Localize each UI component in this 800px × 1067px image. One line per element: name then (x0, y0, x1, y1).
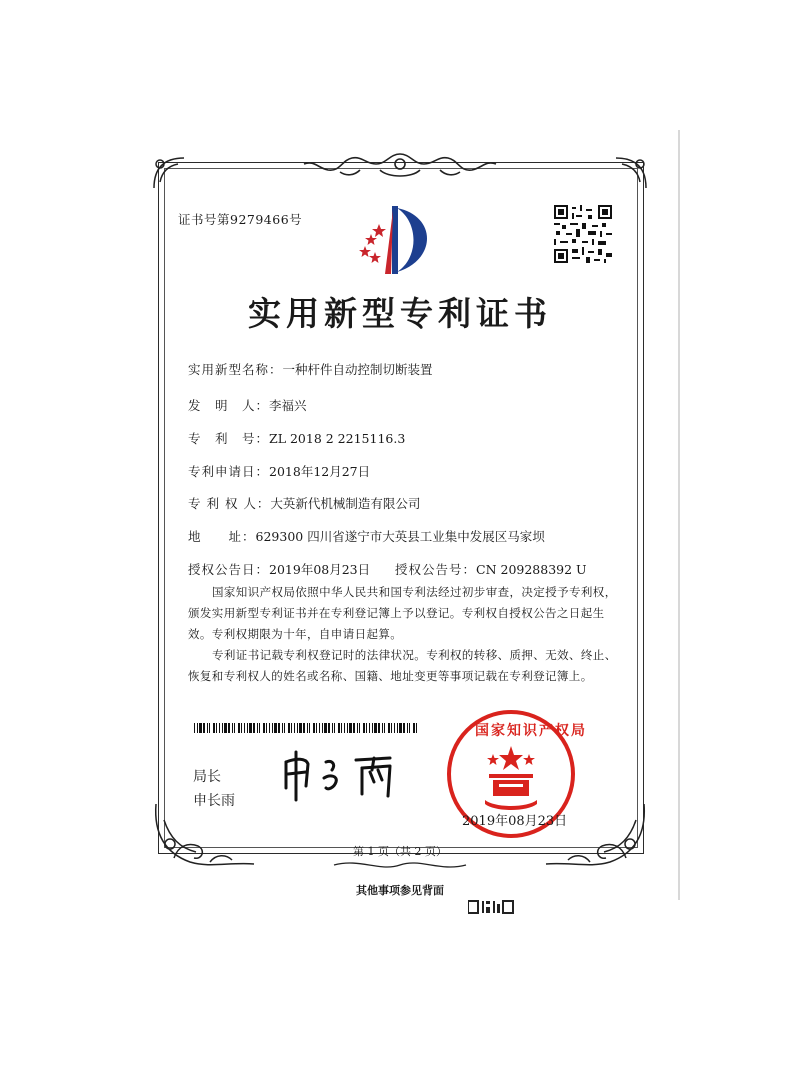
barcode-bar (249, 723, 252, 733)
barcode-bar (388, 723, 390, 733)
certificate-number: 证书号第9279466号 (178, 212, 303, 227)
barcode-bar (384, 723, 385, 733)
barcode-bar (357, 723, 358, 733)
corner-ornament-top-right-icon (614, 154, 650, 190)
corner-ornament-top-left-icon (150, 154, 186, 190)
barcode-bar (282, 723, 283, 733)
field-address (188, 527, 545, 545)
field-label: 实用新型名称： (188, 362, 283, 377)
barcode-bar (409, 723, 410, 733)
barcode-bar (332, 723, 333, 733)
field-value: 大英新代机械制造有限公司 (270, 496, 421, 511)
page-edge-shadow (678, 130, 680, 900)
document-title: 实用新型专利证书 (248, 294, 552, 333)
field-value: 2018年12月27日 (269, 464, 371, 479)
seal-text: 国家知识产权局 (475, 723, 587, 739)
signatory-title: 局长 (193, 769, 221, 785)
barcode-bar (194, 723, 195, 733)
barcode-bar (303, 723, 305, 733)
barcode-bar (319, 723, 320, 733)
barcode-bar (291, 723, 292, 733)
field-value: 一种杆件自动控制切断装置 (282, 362, 433, 377)
legal-status-paragraph: 专利证书记载专利权登记时的法律状况。专利权的转移、质押、无效、终止、恢复和专利权人的姓名或名称、国籍、地址变更等事项记载在专利登记簿上。 (188, 648, 617, 683)
barcode-icon (194, 723, 420, 733)
field-label: 发 明 人： (188, 398, 270, 413)
field-value: 629300 四川省遂宁市大英县工业集中发展区马家坝 (255, 529, 545, 544)
field-label: 地 址： (188, 529, 256, 544)
barcode-bar (269, 723, 270, 733)
barcode-bar (272, 723, 273, 733)
barcode-bar (288, 723, 290, 733)
barcode-bar (347, 723, 348, 733)
barcode-bar (372, 723, 373, 733)
barcode-bar (394, 723, 395, 733)
barcode-bar (366, 723, 367, 733)
barcode-bar (334, 723, 335, 733)
barcode-bar (324, 723, 327, 733)
field-value: 李福兴 (269, 398, 307, 413)
qr-code-icon (554, 205, 612, 263)
field-label: 专 利 号： (188, 431, 270, 446)
barcode-bar (209, 723, 210, 733)
barcode-bar (278, 723, 280, 733)
barcode-bar (309, 723, 310, 733)
barcode-bar (284, 723, 285, 733)
bottom-left-ornament-icon (150, 800, 260, 872)
barcode-bar (341, 723, 342, 733)
barcode-bar (391, 723, 392, 733)
handwritten-signature-icon (278, 748, 418, 803)
barcode-bar (257, 723, 258, 733)
top-ornament-icon (300, 150, 500, 182)
barcode-bar (378, 723, 380, 733)
barcode-bar (259, 723, 260, 733)
barcode-bar (407, 723, 408, 733)
barcode-bar (416, 723, 417, 733)
barcode-bar (328, 723, 330, 733)
barcode-bar (266, 723, 267, 733)
barcode-bar (382, 723, 383, 733)
barcode-bar (307, 723, 308, 733)
seal-date: 2019年08月23日 (462, 814, 568, 829)
barcode-bar (338, 723, 340, 733)
barcode-bar (222, 723, 223, 733)
barcode-bar (299, 723, 302, 733)
field-grant-announcement-date (188, 560, 370, 578)
barcode-bar (238, 723, 240, 733)
barcode-bar (316, 723, 317, 733)
barcode-bar (399, 723, 402, 733)
barcode-bar (224, 723, 227, 733)
page-indicator: 第 1 页（共 2 页） (353, 845, 447, 858)
barcode-bar (232, 723, 233, 733)
field-value: ZL 2018 2 2215116.3 (269, 431, 406, 446)
barcode-bar (203, 723, 205, 733)
barcode-bar (234, 723, 235, 733)
barcode-bar (363, 723, 365, 733)
barcode-bar (253, 723, 255, 733)
barcode-bar (216, 723, 217, 733)
field-label: 授权公告日： (188, 562, 270, 577)
barcode-bar (244, 723, 245, 733)
barcode-bar (349, 723, 352, 733)
field-label: 专 利 权 人： (188, 496, 271, 511)
barcode-bar (228, 723, 230, 733)
barcode-bar (297, 723, 298, 733)
barcode-bar (313, 723, 315, 733)
field-value: 2019年08月23日 (269, 562, 371, 577)
barcode-bar (213, 723, 215, 733)
barcode-bar (207, 723, 208, 733)
field-label: 专利申请日： (188, 464, 270, 479)
field-patentee (188, 494, 420, 512)
barcode-bar (241, 723, 242, 733)
barcode-bar (369, 723, 370, 733)
barcode-bar (219, 723, 220, 733)
barcode-bar (374, 723, 377, 733)
cnipa-logo-icon (345, 200, 445, 280)
barcode-bar (322, 723, 323, 733)
corner-stamp-icon (468, 899, 514, 915)
barcode-bar (413, 723, 415, 733)
field-grant-announcement-number (395, 560, 587, 578)
field-inventor (188, 396, 307, 414)
barcode-bar (403, 723, 405, 733)
grant-statement-paragraph: 国家知识产权局依照中华人民共和国专利法经过初步审查，决定授予专利权，颁发实用新型专利证书并在专利登记簿上予以登记。专利权自授权公告之日起生效。专利权期限为十年，自申请日起算。 (188, 585, 617, 641)
barcode-bar (344, 723, 345, 733)
field-value: CN 209288392 U (476, 562, 587, 577)
barcode-bar (274, 723, 277, 733)
barcode-bar (294, 723, 295, 733)
field-label: 授权公告号： (395, 562, 477, 577)
barcode-bar (397, 723, 398, 733)
barcode-bar (247, 723, 248, 733)
field-application-date (188, 462, 370, 480)
field-patent-number (188, 429, 405, 447)
signatory-name: 申长雨 (193, 793, 235, 809)
field-utility-model-name (188, 360, 433, 378)
footer-note: 其他事项参见背面 (356, 884, 444, 897)
barcode-bar (263, 723, 265, 733)
barcode-bar (197, 723, 198, 733)
barcode-bar (359, 723, 360, 733)
barcode-bar (353, 723, 355, 733)
barcode-bar (199, 723, 202, 733)
